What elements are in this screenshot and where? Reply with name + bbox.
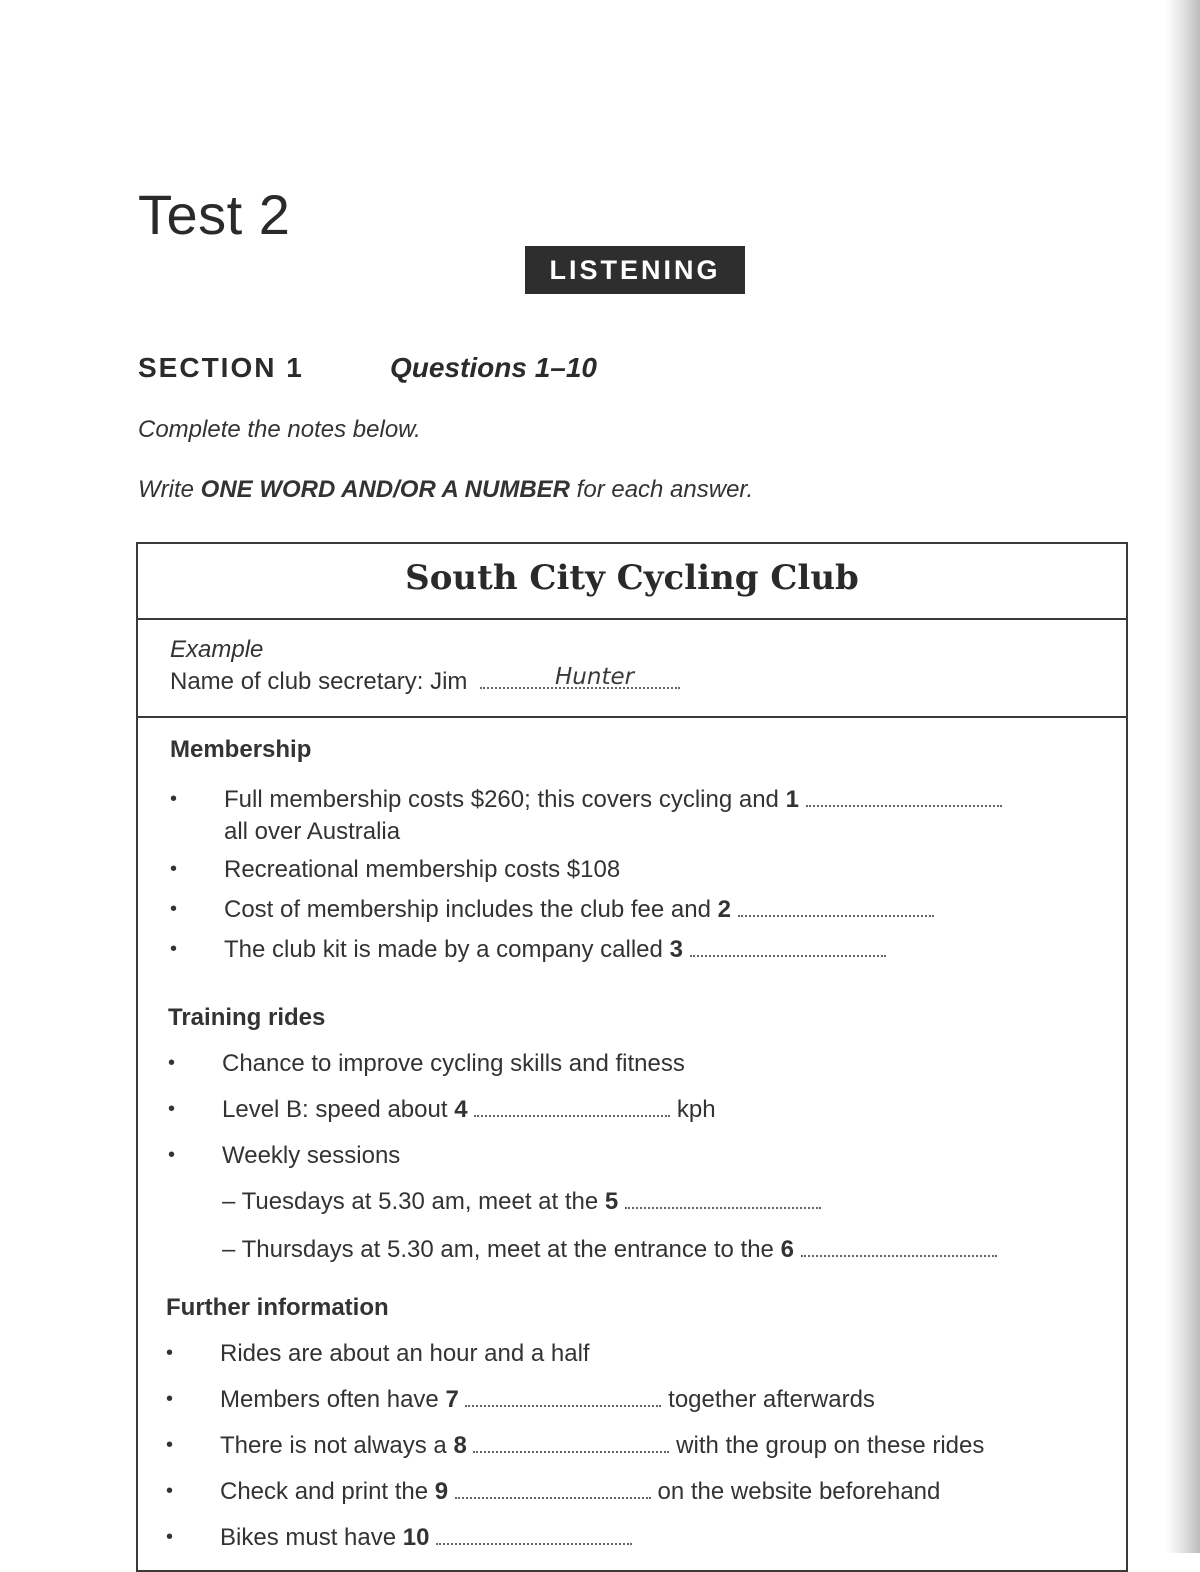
section-header (138, 352, 838, 392)
notes-box (136, 542, 1128, 1572)
bullet-icon: • (168, 1052, 176, 1074)
questions-label: Questions 1–10 (390, 352, 597, 383)
membership-item-4: The club kit is made by a company called 3 (224, 936, 886, 964)
bullet-icon: • (168, 1144, 176, 1166)
instruction-post: for each answer. (576, 476, 754, 503)
notes-title: South City Cycling Club (405, 558, 859, 598)
answer-blank-5[interactable] (625, 1189, 821, 1209)
bullet-icon: • (166, 1434, 174, 1456)
example-answer: Hunter (555, 664, 635, 690)
bullet-icon: • (170, 858, 178, 880)
example-label: Example (170, 636, 264, 663)
question-number: 3 (669, 936, 683, 963)
answer-blank-1[interactable] (806, 787, 1002, 807)
answer-blank-2[interactable] (738, 897, 934, 917)
question-number: 8 (453, 1432, 467, 1459)
page-edge-shadow (1166, 0, 1200, 1553)
membership-item-3: Cost of membership includes the club fee and 2 (224, 896, 934, 924)
notes-title-row (138, 544, 1126, 620)
further-item-5: Bikes must have 10 (220, 1524, 632, 1552)
bullet-icon: • (166, 1526, 174, 1548)
question-number: 6 (780, 1236, 794, 1263)
section-label: SECTION 1 (138, 352, 304, 383)
answer-blank-9[interactable] (455, 1479, 651, 1499)
answer-blank-7[interactable] (465, 1387, 661, 1407)
instruction-bold: ONE WORD AND/OR A NUMBER (200, 476, 570, 503)
question-number: 5 (604, 1188, 619, 1215)
membership-item-2: Recreational membership costs $108 (224, 856, 621, 883)
bullet-icon: • (166, 1388, 174, 1410)
question-number: 9 (434, 1478, 449, 1505)
training-item-3: Weekly sessions (222, 1142, 401, 1169)
training-item-1: Chance to improve cycling skills and fitness (222, 1050, 685, 1077)
bullet-icon: • (170, 898, 178, 920)
question-number: 1 (785, 786, 799, 813)
instruction-pre: Write (138, 476, 194, 503)
training-item-tuesday: – Tuesdays at 5.30 am, meet at the 5 (222, 1188, 821, 1216)
further-item-3: There is not always a 8 with the group on these rides (220, 1432, 985, 1459)
question-number: 10 (402, 1524, 430, 1551)
answer-blank-8[interactable] (473, 1433, 669, 1453)
further-heading: Further information (166, 1294, 389, 1321)
bullet-icon: • (166, 1480, 174, 1502)
further-item-2: Members often have 7 together afterwards (220, 1386, 875, 1413)
training-heading: Training rides (168, 1004, 326, 1031)
membership-item-1-cont: all over Australia (224, 818, 401, 845)
listening-banner: LISTENING (525, 246, 745, 294)
instruction-word-limit (138, 476, 753, 504)
bullet-icon: • (166, 1342, 174, 1364)
membership-item-1: Full membership costs $260; this covers cycling and 1 (224, 786, 1002, 814)
question-number: 2 (717, 896, 731, 923)
further-item-4: Check and print the 9 on the website beforehand (220, 1478, 941, 1505)
answer-blank-4[interactable] (474, 1097, 670, 1117)
test-title: Test 2 (138, 183, 291, 246)
bullet-icon: • (170, 938, 178, 960)
example-text: Name of club secretary: Jim (170, 668, 468, 695)
answer-blank-3[interactable] (690, 937, 886, 957)
bullet-icon: • (168, 1098, 176, 1120)
example-row (138, 620, 1126, 718)
answer-blank-10[interactable] (436, 1525, 632, 1545)
question-number: 7 (445, 1386, 459, 1413)
answer-blank-6[interactable] (801, 1237, 997, 1257)
membership-heading: Membership (170, 736, 312, 763)
instruction-complete-notes: Complete the notes below. (138, 416, 421, 443)
training-item-2: Level B: speed about 4 kph (222, 1096, 716, 1123)
bullet-icon: • (170, 788, 178, 810)
further-item-1: Rides are about an hour and a half (220, 1340, 590, 1367)
question-number: 4 (454, 1096, 468, 1123)
training-item-thursday: – Thursdays at 5.30 am, meet at the entrance to the 6 (222, 1236, 997, 1264)
